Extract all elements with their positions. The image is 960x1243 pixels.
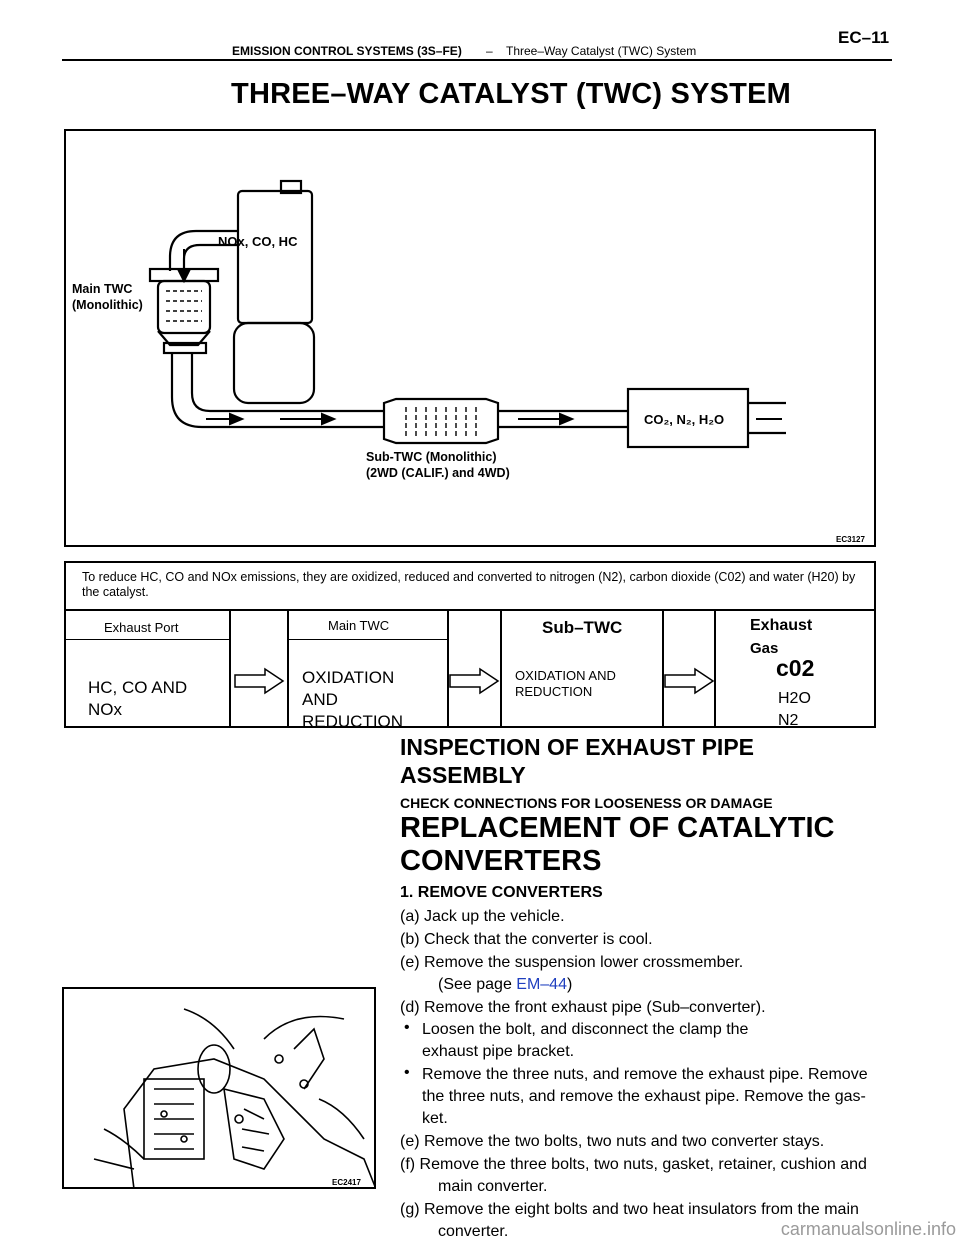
step-g-line1: (g) Remove the eight bolts and two heat insulators from the main — [400, 1201, 859, 1218]
flow-arrow-icon — [233, 667, 285, 695]
header-exhaust: Exhaust — [750, 617, 813, 634]
cell-line: OXIDATION — [302, 668, 395, 687]
gases-label: NOx, CO, HC — [218, 234, 298, 249]
bullet-loosen-line1: Loosen the bolt, and disconnect the clamp the — [422, 1021, 749, 1038]
sub-twc-models-label: (2WD (CALIF.) and 4WD) — [366, 466, 510, 480]
cell-line: H2O — [778, 690, 811, 707]
bullet-remove-line1: Remove the three nuts, and remove the exhaust pipe. Remove — [422, 1066, 868, 1083]
flow-arrow-icon — [663, 667, 715, 695]
header-gas: Gas — [750, 640, 779, 657]
bullet-remove-line2: the three nuts, and remove the exhaust pipe. Remove the gas- — [422, 1088, 866, 1105]
twc-system-diagram — [64, 129, 876, 547]
watermark: carmanualsonline.info — [780, 1219, 956, 1239]
step-b: (b) Check that the converter is cool. — [400, 931, 653, 948]
cell-main-twc-content — [302, 667, 403, 733]
cell-line: N2 — [778, 712, 799, 729]
table-header-rule — [66, 639, 229, 640]
header-sub-twc: Sub–TWC — [542, 618, 623, 637]
heading-line: ASSEMBLY — [400, 762, 526, 788]
photo-code: EC2417 — [332, 1178, 361, 1187]
inspection-check: CHECK CONNECTIONS FOR LOOSENESS OR DAMAGE — [400, 795, 773, 811]
see-page-reference — [438, 974, 572, 996]
header-dash: – — [486, 44, 493, 58]
converter-drawing — [64, 989, 376, 1189]
step-g-line2: converter. — [438, 1223, 509, 1240]
cell-line: HC, CO AND — [88, 678, 188, 697]
see-page-suffix: ) — [566, 976, 573, 993]
bullet-loosen-line2: exhaust pipe bracket. — [422, 1043, 575, 1060]
cell-line: OXIDATION AND — [515, 668, 616, 683]
converter-illustration — [62, 987, 376, 1189]
flow-arrow-icon — [448, 667, 500, 695]
bullet-icon: • — [404, 1064, 410, 1081]
header-main-twc: Main TWC — [328, 618, 390, 633]
header-exhaust-port: Exhaust Port — [104, 620, 179, 635]
main-twc-type-label: (Monolithic) — [72, 298, 143, 312]
sub-twc-label: Sub-TWC (Monolithic) — [366, 450, 497, 464]
step-e-crossmember: (e) Remove the suspension lower crossmember. — [400, 954, 744, 971]
table-header-rule — [287, 639, 447, 640]
step-remove-converters: 1. REMOVE CONVERTERS — [400, 884, 603, 901]
bullet-remove-line3: ket. — [422, 1110, 448, 1127]
cell-line: REDUCTION — [515, 684, 593, 699]
page-link-em44[interactable]: EM–44 — [516, 976, 567, 993]
table-column-line — [500, 609, 502, 726]
diagram-code: EC3127 — [836, 535, 865, 544]
cell-co2: c02 — [776, 655, 815, 681]
step-f-line2: main converter. — [438, 1178, 548, 1195]
step-f-line1: (f) Remove the three bolts, two nuts, gasket, retainer, cushion and — [400, 1156, 867, 1173]
header-subsection: Three–Way Catalyst (TWC) System — [506, 44, 697, 58]
table-column-line — [287, 609, 289, 726]
heading-line: CONVERTERS — [400, 845, 602, 877]
replacement-heading — [400, 812, 834, 878]
page-title: THREE–WAY CATALYST (TWC) SYSTEM — [231, 78, 791, 110]
step-d: (d) Remove the front exhaust pipe (Sub–converter). — [400, 999, 766, 1016]
header-section: EMISSION CONTROL SYSTEMS (3S–FE) — [232, 44, 462, 58]
see-page-prefix: (See page — [438, 976, 517, 993]
step-e-stays: (e) Remove the two bolts, two nuts and two converter stays. — [400, 1133, 825, 1150]
cell-line: REDUCTION — [302, 712, 404, 731]
outlet-gases-label: CO₂, N₂, H₂O — [644, 412, 725, 427]
table-description: To reduce HC, CO and NOx emissions, they are oxidized, reduced and converted to nitrogen (N2), carbon dioxide (C02) and water (H20) by the catalyst. — [82, 570, 856, 599]
inspection-heading — [400, 733, 754, 789]
page-number: EC–11 — [838, 28, 890, 47]
header-rule — [62, 59, 892, 61]
heading-line: REPLACEMENT OF CATALYTIC — [400, 812, 835, 844]
twc-diagram-drawing — [66, 131, 878, 549]
twc-summary-table — [64, 561, 876, 731]
table-column-line — [229, 609, 231, 726]
cell-exhaust-gas-content — [778, 688, 811, 732]
heading-line: INSPECTION OF EXHAUST PIPE — [400, 734, 754, 760]
bullet-icon: • — [404, 1019, 410, 1036]
cell-line: NOx — [88, 700, 122, 719]
step-a: (a) Jack up the vehicle. — [400, 908, 565, 925]
cell-line: AND — [302, 690, 338, 709]
table-divider — [66, 609, 874, 611]
cell-exhaust-port-content — [88, 677, 187, 721]
cell-sub-twc-content — [515, 668, 616, 700]
main-twc-label: Main TWC — [72, 282, 133, 296]
